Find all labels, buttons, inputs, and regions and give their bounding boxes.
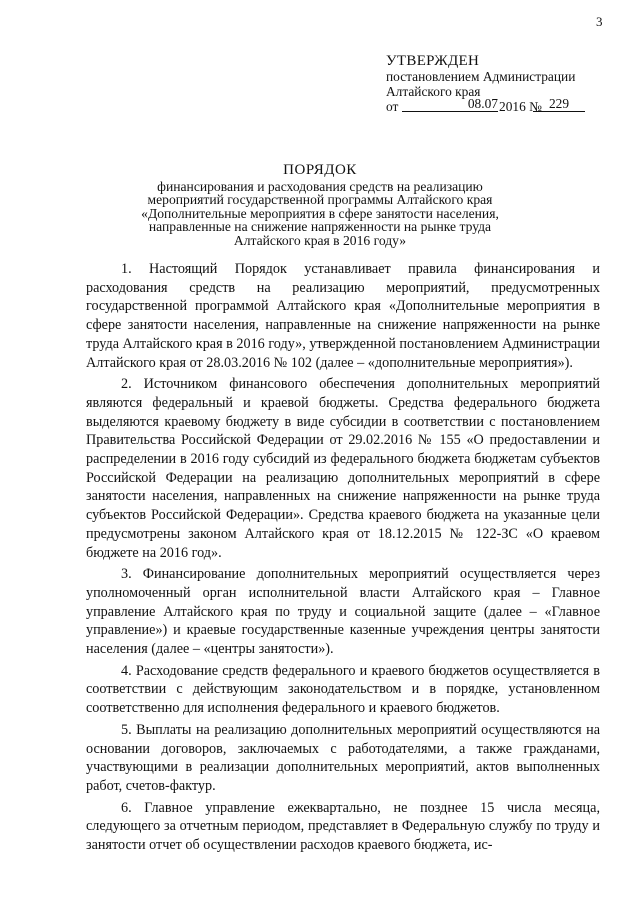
approval-date-line [386,96,626,117]
approval-line-1: постановлением Администрации [386,69,576,84]
document-title [90,164,550,247]
paragraph-3: 3. Финансирование дополнительных мероприятий осуществляется через уполномоченный орган исполнительной власти Алтайского края – Главное управление Алтайского края по труду и социальной защите (далее – «Главное управление») и краевые государственные казенные учреждения центры занятости населения (далее – «центры занятости»). [86,566,600,658]
approval-stamp [386,54,626,117]
title-main: ПОРЯДОК [283,162,357,178]
title-line: финансирования и расходования средств на реализацию [157,178,483,194]
paragraph-4: 4. Расходование средств федерального и краевого бюджетов осуществляется в соответствии с действующим законодательством и в порядке, установленном соответственно для исполнения федерального и краевого бюджетов. [86,662,600,717]
paragraph-1: 1. Настоящий Порядок устанавливает правила финансирования и расходования средств на реализацию мероприятий, предусмотренных государственной программой Алтайского края «Дополнительные мероприятия в сфере занятости населения, направленные на снижение напряженности на рынке труда Алтайского края в 2016 году», утвержденной постановлением Администрации Алтайского края от 28.03.2016 № 102 (далее – «дополнительные мероприятия»). [86,261,601,371]
approval-year-and-no: 2016 № [499,99,542,114]
paragraph-2: 2. Источником финансового обеспечения дополнительных мероприятий являются федеральный и краевой бюджеты. Средства федерального бюджета выделяются краевому бюджету в виде субсидии в соответствии с постановлением Правительства Российской Федерации от 29.02.2016 № 155 «О предоставлении и распределении в 2016 году субсидий из федерального бюджета бюджетам субъектов Российской Федерации на реализацию дополнительных мероприятий в сфере занятости населения, направленных на снижение напряженности на рынке труда субъектов Российской Федерации». Средства краевого бюджета на указанные цели предусмотрены законом Алтайского края от 18.12.2015 № 122-ЗС «О краевом бюджете на 2016 год». [86,376,600,561]
paragraph-6: 6. Главное управление ежеквартально, не позднее 15 числа месяца, следующего за отчетным периодом, представляет в Федеральную службу по труду и занятости отчет об осуществлении расходов краевого бюджета, ис- [86,799,600,854]
approval-line-2: Алтайского края [386,84,481,99]
approval-heading: УТВЕРЖДЕН [386,53,480,69]
approval-number: 229 [533,96,585,112]
paragraph-5: 5. Выплаты на реализацию дополнительных мероприятий осуществляются на основании договоров, заключаемых с работодателями, а также гражданами, участвующими в реализации дополнительных мероприятий, актов выполненных работ, счетов-фактур. [86,721,600,794]
title-line: направленные на снижение напряженности на рынке труда [148,219,492,234]
document-body [86,260,600,858]
approval-from-label: от [386,99,399,114]
page-number: 3 [596,14,603,29]
title-line: Алтайского края в 2016 году» [233,232,407,248]
title-line: мероприятий государственной программы Алтайского края [147,192,493,207]
approval-date: 08.07 [402,96,498,112]
title-line: «Дополнительные мероприятия в сфере занятости населения, [141,205,499,221]
